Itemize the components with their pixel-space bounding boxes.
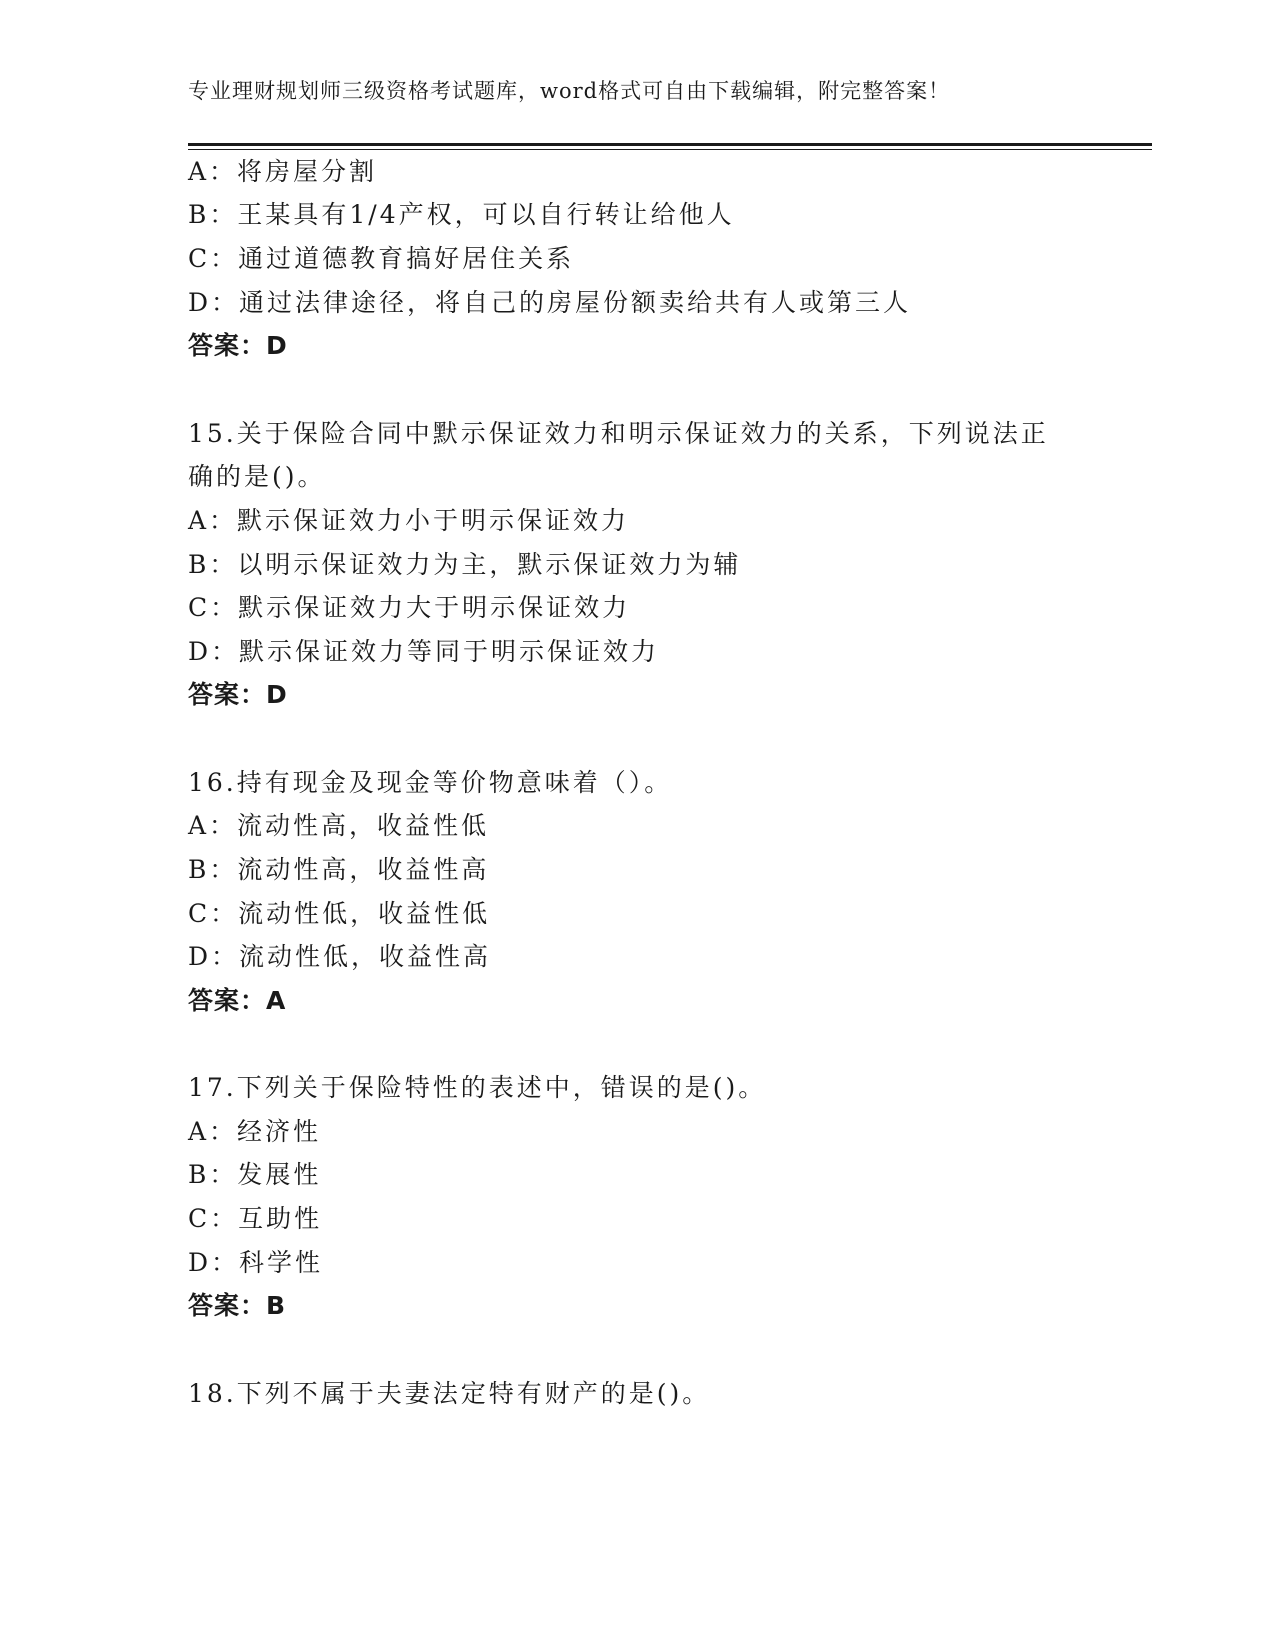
q16-option-d: D：流动性低，收益性高 (188, 942, 492, 971)
q15-option-b: B：以明示保证效力为主，默示保证效力为辅 (188, 550, 742, 579)
q17-answer: 答案：B (188, 1291, 287, 1320)
header-rule-thin (188, 149, 1152, 150)
q15-question-line2: 确的是()。 (188, 462, 326, 491)
q17-question-line1: 17.下列关于保险特性的表述中，错误的是()。 (188, 1073, 767, 1102)
q16-option-c: C：流动性低，收益性低 (188, 899, 491, 928)
q14-option-b: B：王某具有1/4产权，可以自行转让给他人 (188, 200, 735, 229)
q15-option-c: C：默示保证效力大于明示保证效力 (188, 593, 631, 622)
q16-option-a: A：流动性高，收益性低 (188, 811, 490, 840)
q17-option-d: D：科学性 (188, 1248, 324, 1277)
q18-question-line1: 18.下列不属于夫妻法定特有财产的是()。 (188, 1379, 711, 1408)
q14-option-c: C：通过道德教育搞好居住关系 (188, 244, 575, 273)
q17-option-c: C：互助性 (188, 1204, 323, 1233)
header-rule-thick (188, 143, 1152, 146)
q16-option-b: B：流动性高，收益性高 (188, 855, 490, 884)
document-header: 专业理财规划师三级资格考试题库，word格式可自由下载编辑，附完整答案！ (188, 79, 951, 103)
q14-option-d: D：通过法律途径，将自己的房屋份额卖给共有人或第三人 (188, 288, 912, 317)
q15-option-d: D：默示保证效力等同于明示保证效力 (188, 637, 660, 666)
q16-answer: 答案：A (188, 986, 287, 1015)
q15-question-line1: 15.关于保险合同中默示保证效力和明示保证效力的关系，下列说法正 (188, 419, 1049, 448)
q15-option-a: A：默示保证效力小于明示保证效力 (188, 506, 630, 535)
q17-option-b: B：发展性 (188, 1160, 322, 1189)
q14-answer: 答案：D (188, 331, 288, 360)
q14-option-a: A：将房屋分割 (188, 157, 378, 186)
q15-answer: 答案：D (188, 680, 288, 709)
q16-question-line1: 16.持有现金及现金等价物意味着（）。 (188, 768, 673, 797)
q17-option-a: A：经济性 (188, 1117, 322, 1146)
